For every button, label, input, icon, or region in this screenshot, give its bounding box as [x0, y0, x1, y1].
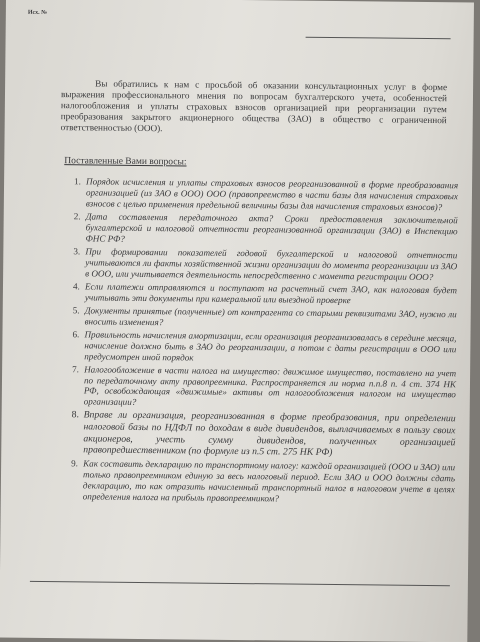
- question-text: Вправе ли организация, реорганизованная в форме преобразования, при определении налоговой базы по НДФЛ по доходам в виде дивидендов, выплачиваемых в пользу своих акционеров, учесть сумму дивидендов, полученных организацией правопредшественником (по формуле из п.5 ст. 275 НК РФ): [83, 409, 456, 459]
- questions-heading: Поставленные Вами вопросы:: [64, 156, 187, 168]
- question-item: [71, 409, 456, 460]
- question-item: [73, 211, 458, 248]
- question-text: Налогообложение в части налога на имущество: движимое имущество, поставлено на учет по передаточному акту правопреемника. Распространяется ли норма п.п.8 п. 4 ст. 374 НК РФ, освобождающая «движимые» активы от налогообложения налогом на имущество организации?: [83, 364, 457, 408]
- question-number: 9.: [71, 458, 79, 469]
- question-number: 8.: [71, 409, 79, 421]
- question-number: 4.: [72, 280, 80, 292]
- question-number: 7.: [72, 363, 80, 374]
- question-text: Правильность начисления амортизации, если организация реорганизовалась в середине месяца, начисление должно быть в ЗАО до реорганизации, а потом с даты регистрации в ООО или предусмотрен иной порядок: [84, 329, 457, 363]
- question-text: Как составить декларацию по транспортному налогу: каждой организацией (ООО и ЗАО) или только правопреемником единую за весь налоговый период. Если ЗАО и ООО должны сдать декларацию, то как отразить начисленный транспортный налог в налоговом учете в целях определения налога на прибыль правопреемником?: [82, 458, 456, 504]
- question-text: Если платежи отправляются и поступают на расчетный счет ЗАО, как налоговая будет учитывать эти документы при камеральной или выездной проверке: [84, 281, 458, 305]
- question-item: [72, 280, 458, 307]
- question-text: При формировании показателей годовой бухгалтерской и налоговой отчетности учитываются ли факты хозяйственной жизни организации до момента реорганизации из ЗАО в ООО, или учитывается деятельность непосредственно с момента регистрации ООО?: [85, 246, 458, 282]
- question-text: Документы принятые (полученные) от контрагента со старыми реквизитами ЗАО, нужно ли вносить изменения?: [84, 305, 457, 327]
- question-item: [72, 328, 457, 366]
- bottom-rule: [30, 581, 450, 586]
- question-item: [72, 363, 457, 412]
- outgoing-ref-label: Исх. №: [27, 9, 48, 16]
- question-item: [71, 458, 456, 506]
- question-number: 3.: [73, 246, 81, 257]
- questions-list: [71, 176, 459, 508]
- question-number: 6.: [72, 328, 80, 340]
- question-text: Порядок исчисления и уплаты страховых взносов реорганизованной в форме преобразования организацией (из ЗАО в ООО) ООО (правопреемство в части базы для начисления страховых взносов с целью применения предельной величины базы для начисления страховых взносов)?: [85, 176, 459, 212]
- question-text: Дата составления передаточного акта? Сроки предоставления заключительной бухгалтерской и налоговой отчетности реорганизованной организации (ЗАО) в Инспекцию ФНС РФ?: [85, 211, 458, 244]
- question-number: 2.: [73, 211, 81, 222]
- question-number: 5.: [72, 304, 80, 316]
- question-item: [73, 246, 458, 283]
- intro-paragraph: Вы обратились к нам с просьбой об оказании консультационных услуг в форме выражения профессионального мнения по вопросам бухгалтерского учета, особенностей налогообложения и уплаты страховых взносов организацией при реорганизации путем преобразования закрытого акционерного общества (ЗАО) в общество с ограниченной ответственностью (ООО).: [60, 78, 448, 134]
- signature-line: [306, 37, 451, 40]
- question-number: 1.: [74, 176, 81, 187]
- question-item: [72, 304, 457, 331]
- question-item: [74, 176, 459, 213]
